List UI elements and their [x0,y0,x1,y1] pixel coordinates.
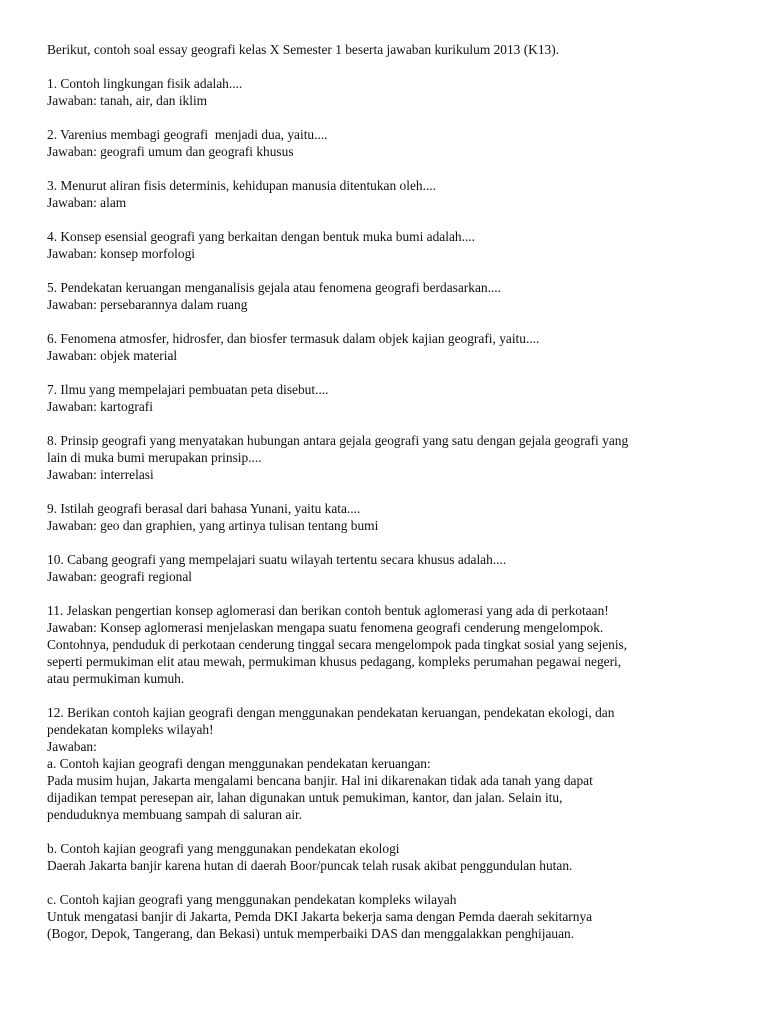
question-text: 11. Jelaskan pengertian konsep aglomerasi dan berikan contoh bentuk aglomerasi yang ada di perkotaan! [47,603,609,618]
question-text: 4. Konsep esensial geografi yang berkaitan dengan bentuk muka bumi adalah.... [47,229,475,244]
spacer [47,109,747,126]
spacer [47,313,747,330]
spacer [47,874,747,891]
answer-text-cont: penduduknya membuang sampah di saluran air. [47,807,303,822]
answer-text: Jawaban: geografi umum dan geografi khusus [47,144,294,159]
answer-text: Jawaban: Konsep aglomerasi menjelaskan mengapa suatu fenomena geografi cenderung mengelompok. [47,620,604,635]
spacer [47,415,747,432]
intro-text: Berikut, contoh soal essay geografi kelas X Semester 1 beserta jawaban kurikulum 2013 (K13). [47,42,560,57]
answer-text-cont: seperti permukiman elit atau mewah, permukiman khusus pedagang, kompleks perumahan pegawai negeri, [47,654,622,669]
question-8 [47,432,747,483]
question-text: 7. Ilmu yang mempelajari pembuatan peta disebut.... [47,382,329,397]
answer-part-c [47,891,747,942]
question-text: 2. Varenius membagi geografi menjadi dua, yaitu.... [47,127,328,142]
spacer [47,483,747,500]
question-text: 12. Berikan contoh kajian geografi dengan menggunakan pendekatan keruangan, pendekatan ekologi, dan [47,705,615,720]
answer-text-cont: atau permukiman kumuh. [47,671,185,686]
answer-text: Daerah Jakarta banjir karena hutan di daerah Boor/puncak telah rusak akibat penggundulan hutan. [47,858,573,873]
answer-text: Pada musim hujan, Jakarta mengalami bencana banjir. Hal ini dikarenakan tidak ada tanah yang dapat [47,773,593,788]
spacer [47,160,747,177]
answer-text: Untuk mengatasi banjir di Jakarta, Pemda DKI Jakarta bekerja sama dengan Pemda daerah sekitarnya [47,909,593,924]
answer-text: Jawaban: tanah, air, dan iklim [47,93,208,108]
question-10 [47,551,747,585]
question-11 [47,602,747,687]
question-text-cont: lain di muka bumi merupakan prinsip.... [47,450,262,465]
answer-subheading-c: c. Contoh kajian geografi yang menggunakan pendekatan kompleks wilayah [47,892,457,907]
question-6 [47,330,747,364]
answer-part-b [47,840,747,874]
spacer [47,823,747,840]
answer-text: Jawaban: alam [47,195,127,210]
question-2 [47,126,747,160]
answer-subheading-b: b. Contoh kajian geografi yang menggunakan pendekatan ekologi [47,841,400,856]
question-4 [47,228,747,262]
answer-label: Jawaban: [47,739,97,754]
spacer [47,687,747,704]
question-text: 1. Contoh lingkungan fisik adalah.... [47,76,243,91]
answer-text-cont: (Bogor, Depok, Tangerang, dan Bekasi) untuk memperbaiki DAS dan menggalakkan penghijauan. [47,926,575,941]
question-3 [47,177,747,211]
question-text: 3. Menurut aliran fisis determinis, kehidupan manusia ditentukan oleh.... [47,178,436,193]
question-text: 6. Fenomena atmosfer, hidrosfer, dan biosfer termasuk dalam objek kajian geografi, yaitu.... [47,331,540,346]
question-5 [47,279,747,313]
spacer [47,262,747,279]
answer-text: Jawaban: persebarannya dalam ruang [47,297,248,312]
answer-text-cont: Contohnya, penduduk di perkotaan cenderung tinggal secara mengelompok pada tingkat sosial yang sejenis, [47,637,628,652]
document-page [47,41,747,942]
question-text: 9. Istilah geografi berasal dari bahasa Yunani, yaitu kata.... [47,501,361,516]
answer-text: Jawaban: kartografi [47,399,153,414]
answer-text: Jawaban: konsep morfologi [47,246,196,261]
question-12 [47,704,747,823]
question-text: 10. Cabang geografi yang mempelajari suatu wilayah tertentu secara khusus adalah.... [47,552,507,567]
answer-text: Jawaban: geo dan graphien, yang artinya tulisan tentang bumi [47,518,379,533]
spacer [47,211,747,228]
question-9 [47,500,747,534]
spacer [47,58,747,75]
answer-text: Jawaban: interrelasi [47,467,154,482]
spacer [47,364,747,381]
question-text-cont: pendekatan kompleks wilayah! [47,722,214,737]
question-text: 8. Prinsip geografi yang menyatakan hubungan antara gejala geografi yang satu dengan gejala geografi yang [47,433,629,448]
answer-text: Jawaban: objek material [47,348,178,363]
question-text: 5. Pendekatan keruangan menganalisis gejala atau fenomena geografi berdasarkan.... [47,280,501,295]
spacer [47,585,747,602]
answer-text: Jawaban: geografi regional [47,569,193,584]
question-1 [47,75,747,109]
answer-text-cont: dijadikan tempat peresepan air, lahan digunakan untuk pemukiman, kantor, dan jalan. Selain itu, [47,790,563,805]
question-7 [47,381,747,415]
spacer [47,534,747,551]
answer-subheading-a: a. Contoh kajian geografi dengan menggunakan pendekatan keruangan: [47,756,431,771]
